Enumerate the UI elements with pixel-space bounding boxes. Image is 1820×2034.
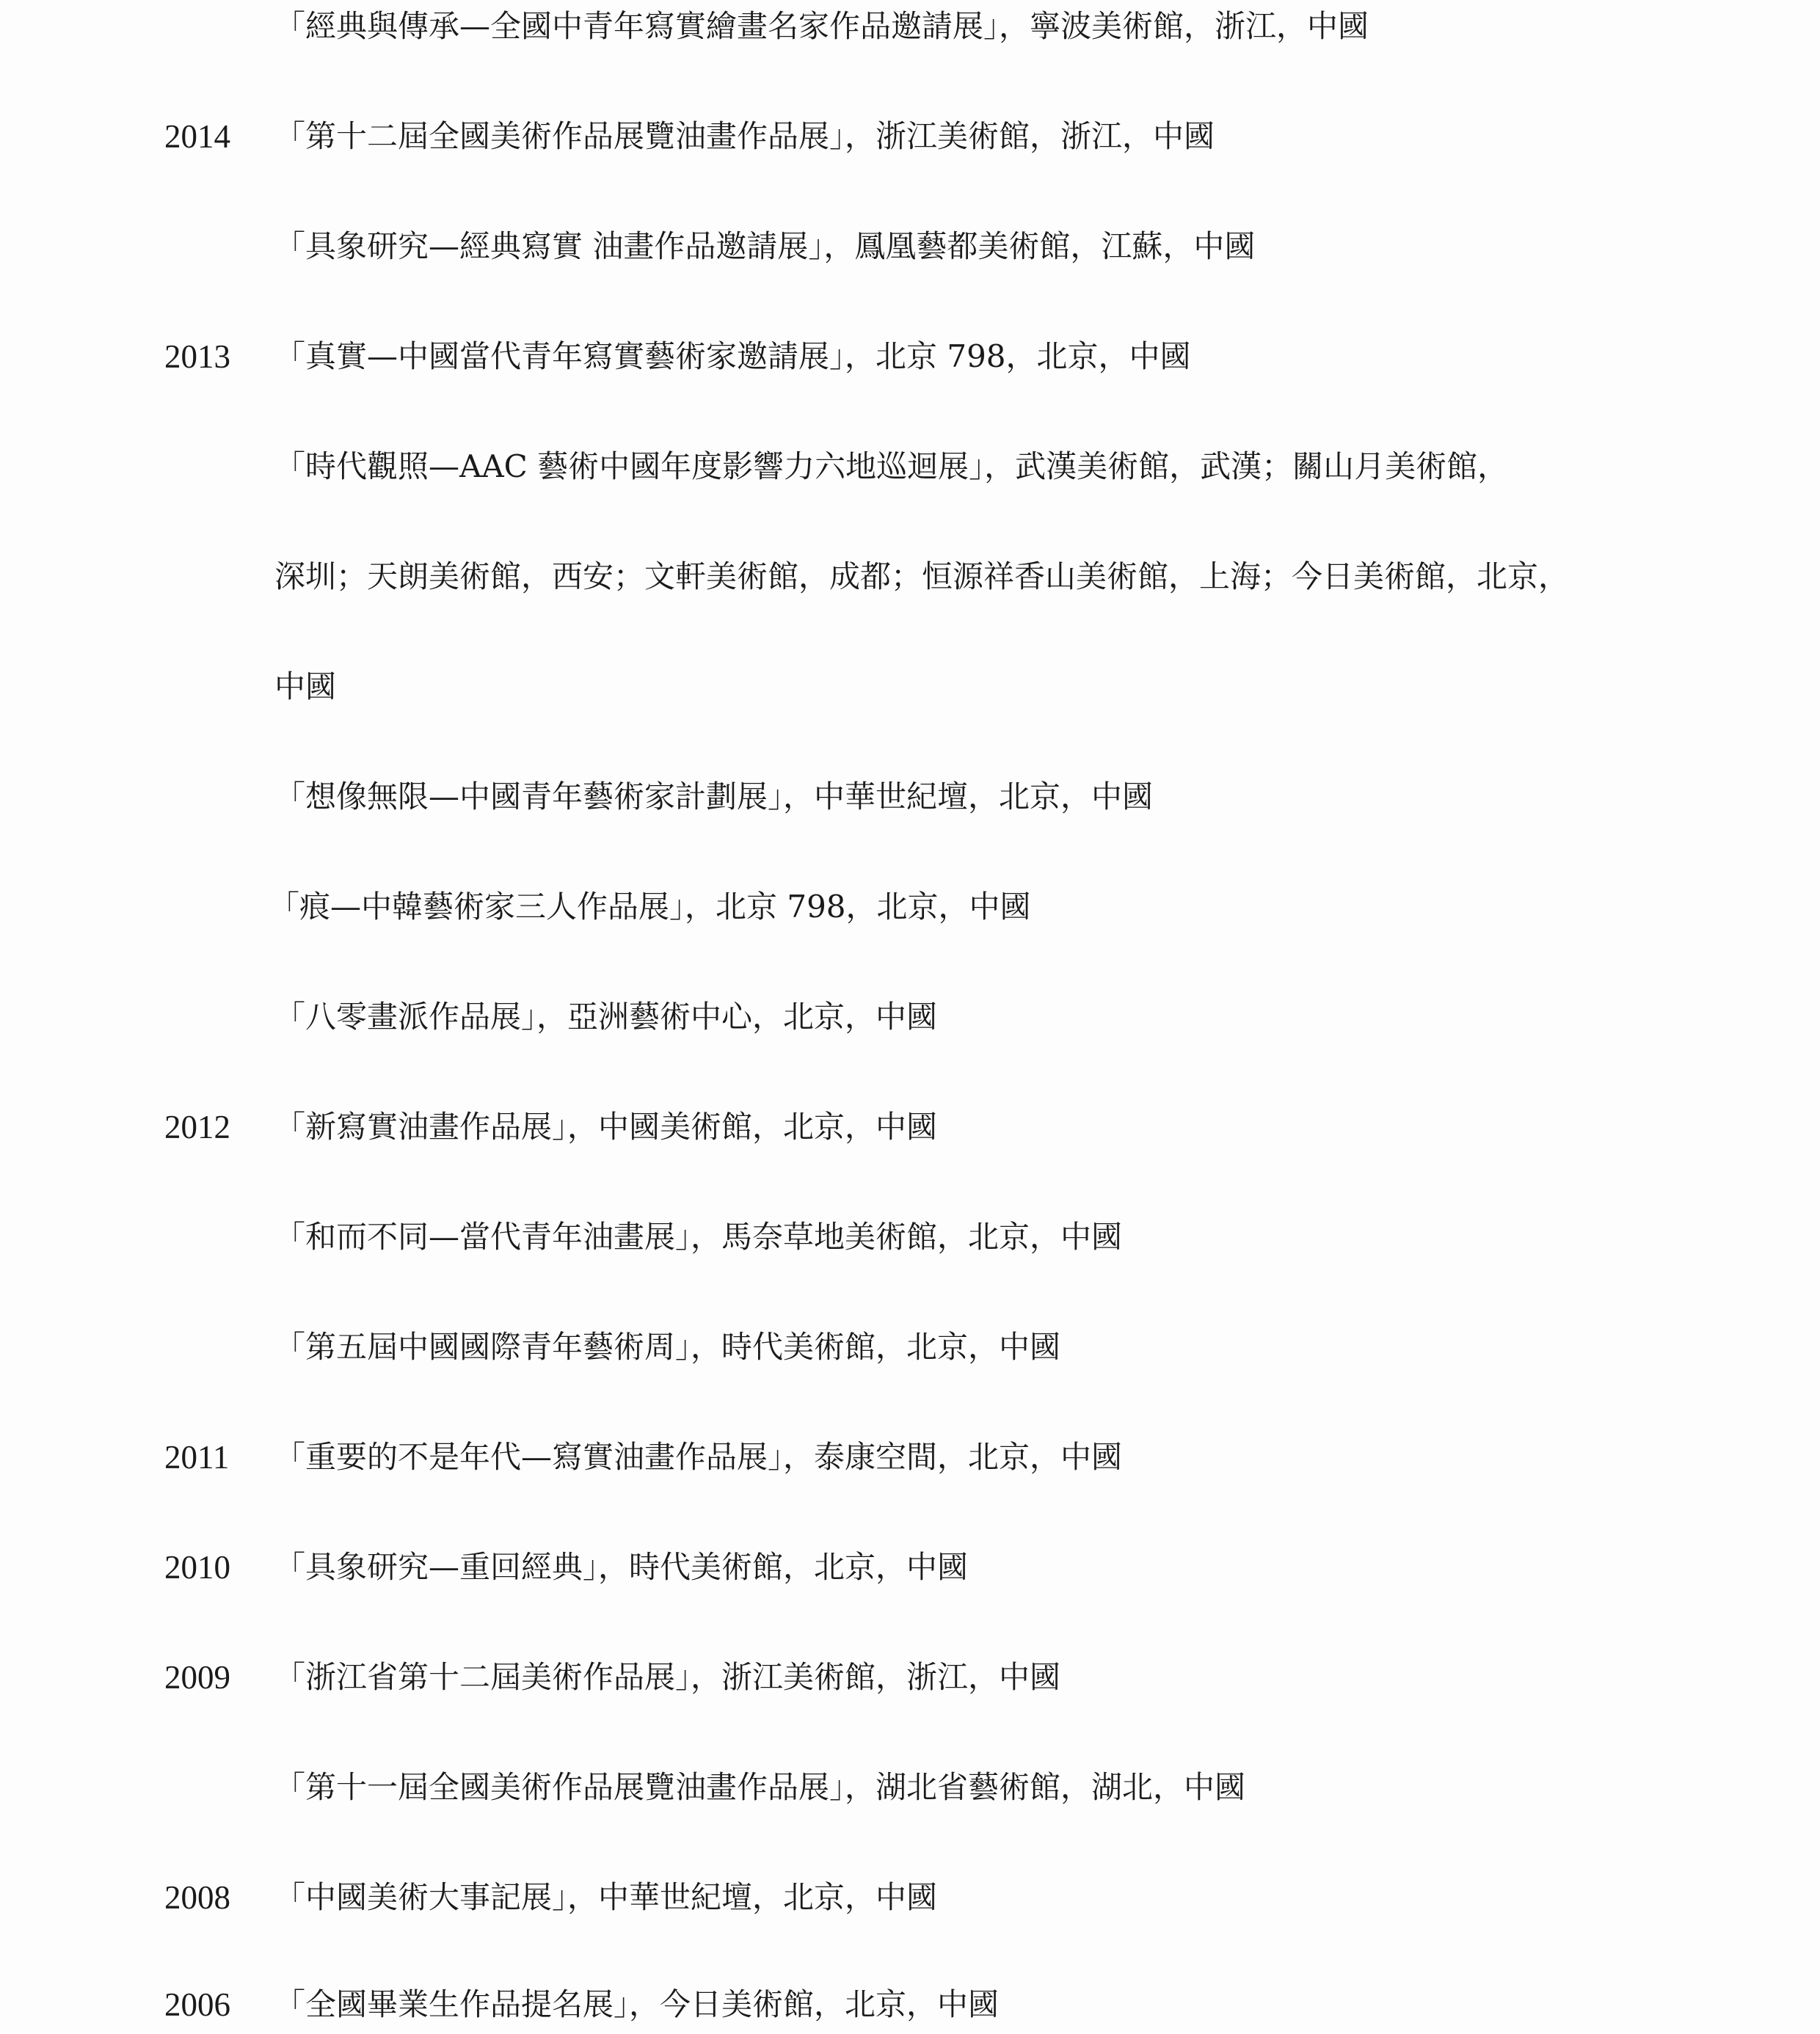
list-item [0, 0, 1820, 70]
exhibition-text: 「時代觀照—AAC 藝術中國年度影響力六地巡迴展」，武漢美術館，武漢；關山月美術館， [274, 448, 1509, 484]
exhibition-text: 「經典與傳承—全國中青年寫實繪畫名家作品邀請展」，寧波美術館，浙江，中國 [274, 8, 1369, 44]
year-label: 2009 [164, 1659, 230, 1696]
year-label: 2011 [164, 1439, 230, 1476]
list-item [0, 1975, 1820, 2034]
exhibition-text: 「八零畫派作品展」，亞洲藝術中心，北京，中國 [274, 999, 938, 1035]
year-label: 2008 [164, 1879, 230, 1916]
list-item [0, 327, 1820, 401]
exhibition-text: 「第五屆中國國際青年藝術周」，時代美術館，北京，中國 [274, 1329, 1061, 1365]
exhibition-text: 「想像無限—中國青年藝術家計劃展」，中華世紀壇，北京，中國 [274, 779, 1154, 814]
exhibition-text: 「全國畢業生作品提名展」，今日美術館，北京，中國 [274, 1986, 1000, 2022]
list-item [0, 437, 1820, 511]
year-label: 2010 [164, 1549, 230, 1586]
exhibition-text: 「浙江省第十二屆美術作品展」，浙江美術館，浙江，中國 [274, 1659, 1061, 1695]
list-item [0, 1868, 1820, 1942]
list-item [0, 1098, 1820, 1171]
list-item [0, 1758, 1820, 1831]
exhibition-text: 「具象研究—重回經典」，時代美術館，北京，中國 [274, 1549, 969, 1585]
list-item [0, 1318, 1820, 1391]
exhibition-text: 「新寫實油畫作品展」，中國美術館，北京，中國 [274, 1109, 938, 1145]
exhibition-text: 「重要的不是年代—寫實油畫作品展」，泰康空間，北京，中國 [274, 1439, 1123, 1475]
list-item [0, 1538, 1820, 1611]
list-item [0, 988, 1820, 1061]
year-label: 2006 [164, 1986, 230, 2023]
exhibition-text: 「和而不同—當代青年油畫展」，馬奈草地美術館，北京，中國 [274, 1219, 1123, 1255]
exhibition-text: 「第十二屆全國美術作品展覽油畫作品展」，浙江美術館，浙江，中國 [274, 118, 1215, 154]
exhibition-text: 深圳；天朗美術館，西安；文軒美術館，成都；恒源祥香山美術館，上海；今日美術館，北京， [274, 558, 1570, 594]
list-item [0, 1208, 1820, 1281]
list-item [0, 768, 1820, 841]
list-item-continuation [0, 657, 1820, 731]
exhibition-text: 「痕—中韓藝術家三人作品展」，北京 798，北京，中國 [269, 889, 1031, 925]
exhibition-text: 「中國美術大事記展」，中華世紀壇，北京，中國 [274, 1879, 938, 1915]
exhibition-text: 「第十一屆全國美術作品展覽油畫作品展」，湖北省藝術館，湖北，中國 [274, 1769, 1246, 1805]
year-label: 2013 [164, 338, 230, 375]
exhibition-text: 「真實—中國當代青年寫實藝術家邀請展」，北京 798，北京，中國 [274, 338, 1191, 374]
exhibition-text: 中國 [274, 668, 337, 704]
list-item [0, 878, 1820, 951]
list-item [0, 107, 1820, 181]
year-label: 2014 [164, 118, 230, 155]
year-label: 2012 [164, 1109, 230, 1145]
list-item-continuation [0, 547, 1820, 621]
list-item [0, 1648, 1820, 1721]
exhibition-text: 「具象研究—經典寫實 油畫作品邀請展」，鳳凰藝都美術館，江蘇，中國 [274, 228, 1256, 264]
list-item [0, 1428, 1820, 1501]
list-item [0, 217, 1820, 291]
